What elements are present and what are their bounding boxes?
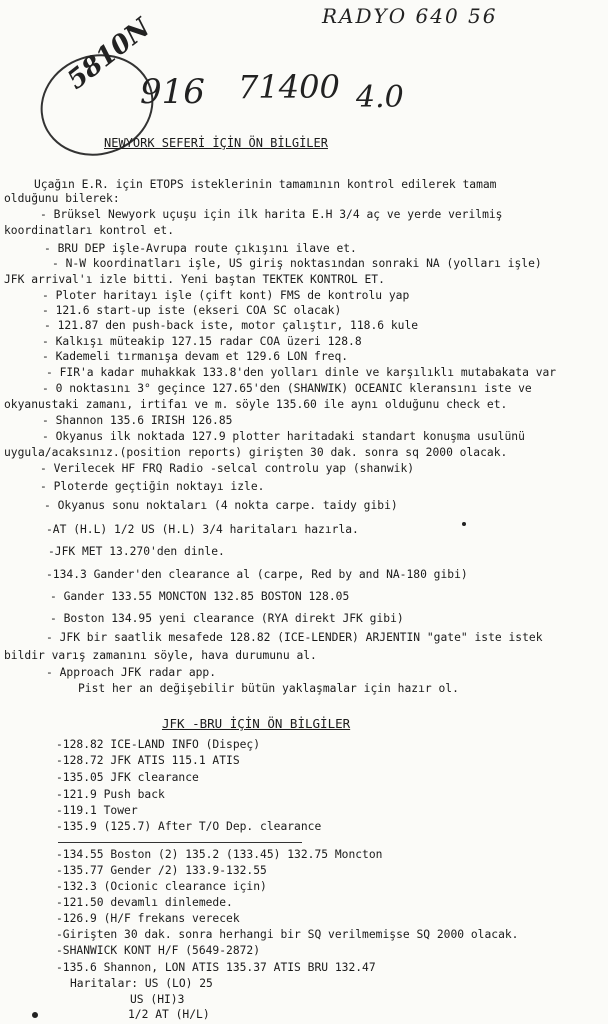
briefing-line: - N-W koordinatları işle, US giriş noktasından sonraki NA (yolları işle) xyxy=(52,257,542,270)
handwritten-number-1: 916 xyxy=(140,72,205,112)
briefing-line: - Okyanus sonu noktaları (4 nokta carpe. taidy gibi) xyxy=(44,499,398,512)
briefing-line: koordinatları kontrol et. xyxy=(4,224,175,237)
oceanic-frequency-line: 1/2 AT (H/L) xyxy=(128,1008,210,1021)
oceanic-frequency-line: -132.3 (Ocionic clearance için) xyxy=(56,880,267,893)
oceanic-frequency-line: -134.55 Boston (2) 135.2 (133.45) 132.75 Moncton xyxy=(56,848,383,861)
ink-dot xyxy=(462,522,466,526)
briefing-line: - Ploter haritayı işle (çift kont) FMS de kontrolu yap xyxy=(42,289,410,302)
briefing-line: - Brüksel Newyork uçuşu için ilk harita E.H 3/4 aç ve yerde verilmiş xyxy=(40,208,503,221)
briefing-line: - 0 noktasını 3° geçince 127.65'den (SHANWIK) OCEANIC kleransını iste ve xyxy=(42,382,532,395)
briefing-line: - Kademeli tırmanışa devam et 129.6 LON freq. xyxy=(42,350,349,363)
jfk-frequency-line: -128.82 ICE-LAND INFO (Dispeç) xyxy=(56,738,261,751)
briefing-line: - Boston 134.95 yeni clearance (RYA direkt JFK gibi) xyxy=(50,612,404,625)
briefing-line: olduğunu bilerek: xyxy=(4,192,120,205)
jfk-frequency-line: -128.72 JFK ATIS 115.1 ATIS xyxy=(56,754,240,767)
briefing-line: - Ploterde geçtiğin noktayı izle. xyxy=(40,480,265,493)
briefing-line: - Gander 133.55 MONCTON 132.85 BOSTON 128.05 xyxy=(50,590,350,603)
briefing-line: -134.3 Gander'den clearance al (carpe, Red by and NA-180 gibi) xyxy=(46,568,468,581)
briefing-line: - FIR'a kadar muhakkak 133.8'den yolları dinle ve karşılıklı mutabakata var xyxy=(46,366,557,379)
briefing-line: -AT (H.L) 1/2 US (H.L) 3/4 haritaları hazırla. xyxy=(46,523,359,536)
briefing-line: Uçağın E.R. için ETOPS isteklerinin tamamının kontrol edilerek tamam xyxy=(34,178,497,191)
briefing-line: JFK arrival'ı izle bitti. Yeni baştan TEKTEK KONTROL ET. xyxy=(4,273,385,286)
handwritten-code: 5810N xyxy=(62,12,157,96)
briefing-line: - Shannon 135.6 IRISH 126.85 xyxy=(42,414,233,427)
briefing-line: - BRU DEP işle-Avrupa route çıkışını ilave et. xyxy=(44,242,357,255)
jfk-frequency-line: -119.1 Tower xyxy=(56,804,138,817)
briefing-line: - Approach JFK radar app. xyxy=(46,666,217,679)
briefing-line: Pist her an değişebilir bütün yaklaşmalar için hazır ol. xyxy=(78,682,459,695)
briefing-line: - Verilecek HF FRQ Radio -selcal controlu yap (shanwik) xyxy=(40,462,415,475)
document-title: NEWYORK SEFERİ İÇİN ÖN BİLGİLER xyxy=(104,136,328,150)
oceanic-frequency-line: -135.77 Gender /2) 133.9-132.55 xyxy=(56,864,267,877)
section-divider xyxy=(58,842,302,843)
handwritten-number-3: 4.0 xyxy=(356,80,404,115)
section-title-jfk-bru: JFK -BRU İÇİN ÖN BİLGİLER xyxy=(162,716,351,731)
briefing-line: uygula/acaksınız.(position reports) girişten 30 dak. sonra sq 2000 olacak. xyxy=(4,446,508,459)
jfk-frequency-line: -135.9 (125.7) After T/O Dep. clearance xyxy=(56,820,322,833)
jfk-frequency-line: -121.9 Push back xyxy=(56,788,165,801)
briefing-line: bildir varış zamanını söyle, hava durumunu al. xyxy=(4,649,317,662)
ink-dot xyxy=(32,1012,38,1018)
handwritten-header: RADYO 640 56 xyxy=(322,4,498,28)
handwritten-number-2: 71400 xyxy=(238,68,340,106)
briefing-line: - 121.87 den push-back iste, motor çalıştır, 118.6 kule xyxy=(44,319,419,332)
briefing-line: -JFK MET 13.270'den dinle. xyxy=(48,545,225,558)
briefing-line: - Okyanus ilk noktada 127.9 plotter haritadaki standart konuşma usulünü xyxy=(42,430,525,443)
oceanic-frequency-line: -SHANWICK KONT H/F (5649-2872) xyxy=(56,944,261,957)
oceanic-frequency-line: -126.9 (H/F frekans verecek xyxy=(56,912,240,925)
oceanic-frequency-line: -Girişten 30 dak. sonra herhangi bir SQ verilmemişse SQ 2000 olacak. xyxy=(56,928,519,941)
jfk-frequency-line: -135.05 JFK clearance xyxy=(56,771,199,784)
oceanic-frequency-line: -121.50 devamlı dinlemede. xyxy=(56,896,233,909)
oceanic-frequency-line: -135.6 Shannon, LON ATIS 135.37 ATIS BRU 132.47 xyxy=(56,961,376,974)
oceanic-frequency-line: Haritalar: US (LO) 25 xyxy=(70,977,213,990)
oceanic-frequency-line: US (HI)3 xyxy=(130,993,185,1006)
briefing-line: - 121.6 start-up iste (ekseri COA SC olacak) xyxy=(42,304,342,317)
briefing-line: - Kalkışı müteakip 127.15 radar COA üzeri 128.8 xyxy=(42,335,362,348)
briefing-line: - JFK bir saatlik mesafede 128.82 (ICE-LENDER) ARJENTIN "gate" iste istek xyxy=(46,631,543,644)
briefing-line: okyanustaki zamanı, irtifaı ve m. söyle 135.60 ile aynı olduğunu check et. xyxy=(4,398,508,411)
